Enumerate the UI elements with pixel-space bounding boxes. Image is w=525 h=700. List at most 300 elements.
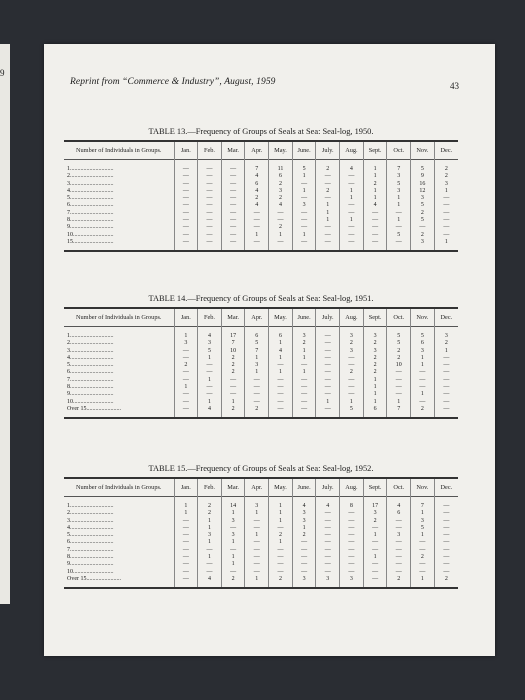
frequency-cell: 2	[221, 576, 245, 588]
frequency-cell: —	[434, 539, 458, 546]
frequency-cell: —	[292, 384, 316, 391]
frequency-cell: —	[198, 224, 222, 231]
frequency-cell: 4	[245, 173, 269, 180]
frequency-cell: —	[434, 391, 458, 398]
edge-page-number: 9	[0, 68, 5, 78]
table-row	[64, 173, 458, 180]
frequency-cell: —	[245, 525, 269, 532]
frequency-cell: 1	[411, 576, 435, 588]
table-row	[64, 181, 458, 188]
group-size-label: 1.............................	[67, 503, 114, 509]
table-row	[64, 210, 458, 217]
frequency-cell: —	[316, 195, 340, 202]
frequency-cell: —	[198, 569, 222, 576]
column-header-month: Mar.	[221, 478, 245, 497]
group-size-label: 6.............................	[67, 202, 114, 209]
frequency-cell: —	[340, 569, 364, 576]
header-row	[64, 478, 458, 497]
frequency-cell: 2	[434, 173, 458, 180]
frequency-cell: 1	[340, 188, 364, 195]
group-size-label: 5.............................	[67, 532, 114, 539]
frequency-cell: —	[363, 576, 387, 588]
frequency-cell: 3	[292, 202, 316, 209]
frequency-cell: 1	[174, 510, 198, 517]
frequency-cell: —	[269, 210, 293, 217]
frequency-cell: —	[174, 217, 198, 224]
frequency-cell: —	[434, 377, 458, 384]
frequency-cell: 1	[340, 217, 364, 224]
frequency-cell: —	[411, 399, 435, 406]
frequency-cell: 4	[292, 497, 316, 511]
frequency-cell: —	[434, 384, 458, 391]
column-header-month: Dec.	[434, 308, 458, 327]
frequency-cell: —	[316, 510, 340, 517]
frequency-cell: 1	[363, 377, 387, 384]
document-page	[44, 44, 495, 656]
frequency-cell: —	[174, 547, 198, 554]
frequency-cell: —	[434, 525, 458, 532]
frequency-cell: —	[387, 369, 411, 376]
frequency-cell: —	[434, 355, 458, 362]
frequency-cell: 5	[411, 202, 435, 209]
frequency-cell: —	[198, 195, 222, 202]
frequency-cell: 5	[387, 340, 411, 347]
table-14	[64, 294, 458, 419]
column-header-month: Nov.	[411, 141, 435, 160]
frequency-cell: —	[245, 518, 269, 525]
column-header-month: Oct.	[387, 141, 411, 160]
frequency-cell: —	[434, 224, 458, 231]
frequency-cell: —	[434, 569, 458, 576]
frequency-cell: 2	[411, 210, 435, 217]
frequency-cell: —	[269, 362, 293, 369]
frequency-cell: 2	[269, 224, 293, 231]
column-header-month: June.	[292, 141, 316, 160]
frequency-cell: —	[363, 525, 387, 532]
frequency-cell: —	[434, 547, 458, 554]
column-header-month: Apr.	[245, 478, 269, 497]
frequency-cell: —	[434, 510, 458, 517]
column-header-groups: Number of Individuals in Groups.	[75, 314, 162, 321]
frequency-cell: —	[411, 561, 435, 568]
frequency-cell: 1	[292, 348, 316, 355]
frequency-cell: —	[245, 384, 269, 391]
frequency-cell: —	[363, 547, 387, 554]
frequency-cell: —	[292, 195, 316, 202]
frequency-cell: 1	[174, 327, 198, 341]
frequency-cell: —	[198, 188, 222, 195]
table-row	[64, 362, 458, 369]
frequency-cell: —	[221, 181, 245, 188]
frequency-cell: —	[434, 369, 458, 376]
table-row	[64, 195, 458, 202]
frequency-cell: —	[174, 355, 198, 362]
frequency-cell: —	[292, 377, 316, 384]
frequency-cell: 1	[174, 497, 198, 511]
frequency-cell: 1	[269, 539, 293, 546]
frequency-cell: 1	[245, 369, 269, 376]
column-header-month: Jan.	[174, 308, 198, 327]
frequency-cell: 5	[387, 327, 411, 341]
frequency-cell: —	[174, 525, 198, 532]
frequency-cell: 1	[434, 239, 458, 251]
frequency-cell: —	[292, 217, 316, 224]
frequency-cell: 5	[411, 160, 435, 174]
frequency-cell: 1	[434, 188, 458, 195]
page-number: 43	[450, 81, 459, 91]
frequency-cell: 5	[292, 160, 316, 174]
frequency-cell: —	[340, 173, 364, 180]
frequency-cell: 2	[269, 576, 293, 588]
column-header-month: Mar.	[221, 141, 245, 160]
group-size-label: 10...........................	[67, 568, 114, 575]
table-row	[64, 224, 458, 231]
frequency-cell: —	[198, 362, 222, 369]
table-row	[64, 569, 458, 576]
column-header-month: Sept.	[363, 141, 387, 160]
frequency-cell: 1	[269, 518, 293, 525]
frequency-cell: —	[174, 561, 198, 568]
column-header-month: Aug.	[340, 478, 364, 497]
frequency-cell: —	[411, 224, 435, 231]
frequency-cell: —	[198, 232, 222, 239]
frequency-cell: 3	[411, 348, 435, 355]
frequency-cell: 1	[363, 384, 387, 391]
frequency-cell: 1	[411, 391, 435, 398]
frequency-cell: 3	[387, 173, 411, 180]
frequency-cell: 1	[269, 369, 293, 376]
column-header-month: Jan.	[174, 478, 198, 497]
frequency-cell: 3	[363, 348, 387, 355]
frequency-cell: —	[316, 327, 340, 341]
frequency-cell: 2	[340, 369, 364, 376]
frequency-cell: 1	[269, 355, 293, 362]
frequency-cell: —	[198, 384, 222, 391]
frequency-cell: 10	[221, 348, 245, 355]
frequency-cell: 4	[387, 497, 411, 511]
header-row	[64, 141, 458, 160]
frequency-cell: 1	[269, 497, 293, 511]
frequency-cell: —	[434, 518, 458, 525]
frequency-cell: —	[292, 239, 316, 251]
frequency-cell: 1	[221, 561, 245, 568]
frequency-cell: 1	[198, 399, 222, 406]
frequency-cell: —	[174, 369, 198, 376]
frequency-cell: 1	[269, 340, 293, 347]
frequency-cell: 6	[363, 406, 387, 418]
frequency-cell: —	[316, 348, 340, 355]
table-row	[64, 399, 458, 406]
frequency-cell: —	[363, 232, 387, 239]
group-size-label: 7.............................	[67, 376, 114, 383]
frequency-cell: —	[174, 399, 198, 406]
frequency-cell: 2	[292, 340, 316, 347]
group-size-label: 9.............................	[67, 391, 114, 398]
frequency-cell: 1	[387, 399, 411, 406]
frequency-cell: 3	[387, 532, 411, 539]
frequency-cell: 2	[411, 232, 435, 239]
frequency-cell: 3	[198, 340, 222, 347]
frequency-cell: 1	[363, 195, 387, 202]
group-size-label: 8.............................	[67, 384, 114, 391]
frequency-cell: 1	[245, 532, 269, 539]
frequency-cell: —	[340, 554, 364, 561]
frequency-cell: —	[174, 160, 198, 174]
frequency-cell: —	[269, 406, 293, 418]
frequency-cell: 2	[340, 340, 364, 347]
frequency-cell: —	[245, 210, 269, 217]
frequency-cell: —	[387, 547, 411, 554]
group-size-label: 1.............................	[67, 166, 114, 172]
column-header-month: Sept.	[363, 308, 387, 327]
frequency-cell: —	[174, 348, 198, 355]
frequency-cell: —	[340, 539, 364, 546]
frequency-cell: —	[221, 547, 245, 554]
frequency-cell: 1	[411, 532, 435, 539]
frequency-cell: 1	[245, 576, 269, 588]
frequency-cell: 2	[292, 532, 316, 539]
frequency-cell: —	[340, 510, 364, 517]
frequency-cell: 1	[411, 362, 435, 369]
frequency-cell: 16	[411, 181, 435, 188]
frequency-cell: 1	[198, 539, 222, 546]
frequency-cell: —	[221, 232, 245, 239]
frequency-cell: 6	[269, 327, 293, 341]
table-row	[64, 202, 458, 209]
table-row	[64, 554, 458, 561]
frequency-cell: 8	[340, 497, 364, 511]
frequency-cell: —	[363, 239, 387, 251]
frequency-cell: 1	[363, 532, 387, 539]
frequency-cell: 1	[174, 384, 198, 391]
frequency-cell: —	[292, 539, 316, 546]
frequency-cell: 3	[316, 576, 340, 588]
header-row	[64, 308, 458, 327]
frequency-table	[64, 307, 458, 419]
column-header-month: Aug.	[340, 308, 364, 327]
group-size-label: 2.............................	[67, 173, 114, 180]
frequency-cell: —	[198, 561, 222, 568]
frequency-cell: —	[174, 188, 198, 195]
frequency-cell: —	[198, 239, 222, 251]
frequency-cell: 5	[387, 232, 411, 239]
group-size-label: 7.............................	[67, 546, 114, 553]
frequency-cell: —	[269, 239, 293, 251]
frequency-table	[64, 140, 458, 252]
frequency-cell: —	[316, 362, 340, 369]
frequency-cell: 2	[363, 355, 387, 362]
frequency-cell: —	[387, 569, 411, 576]
column-header-month: Feb.	[198, 141, 222, 160]
frequency-cell: —	[292, 362, 316, 369]
frequency-cell: 3	[292, 518, 316, 525]
frequency-cell: —	[221, 202, 245, 209]
frequency-cell: 3	[269, 188, 293, 195]
frequency-cell: 3	[363, 327, 387, 341]
frequency-cell: —	[221, 160, 245, 174]
frequency-cell: 3	[411, 195, 435, 202]
column-header-month: Aug.	[340, 141, 364, 160]
frequency-cell: —	[316, 377, 340, 384]
table-row	[64, 369, 458, 376]
frequency-cell: 2	[221, 355, 245, 362]
frequency-cell: 6	[387, 510, 411, 517]
column-header-month: June.	[292, 478, 316, 497]
frequency-cell: 2	[387, 576, 411, 588]
frequency-cell: —	[316, 181, 340, 188]
group-size-label: Over 15.......................	[64, 406, 174, 418]
frequency-cell: 1	[316, 217, 340, 224]
table-row	[64, 406, 458, 418]
group-size-label: 10...........................	[67, 231, 114, 238]
frequency-cell: 5	[198, 348, 222, 355]
frequency-cell: 3	[174, 340, 198, 347]
frequency-cell: 1	[387, 202, 411, 209]
frequency-cell: 2	[198, 497, 222, 511]
frequency-cell: —	[198, 547, 222, 554]
frequency-cell: 6	[245, 327, 269, 341]
frequency-cell: 4	[198, 576, 222, 588]
frequency-cell: 3	[434, 327, 458, 341]
frequency-cell: 17	[221, 327, 245, 341]
frequency-cell: —	[292, 569, 316, 576]
frequency-cell: —	[174, 173, 198, 180]
frequency-cell: 1	[316, 210, 340, 217]
frequency-cell: —	[411, 539, 435, 546]
frequency-cell: 1	[363, 399, 387, 406]
frequency-cell: 2	[387, 348, 411, 355]
frequency-cell: 2	[411, 554, 435, 561]
frequency-cell: —	[387, 525, 411, 532]
frequency-cell: 3	[411, 239, 435, 251]
frequency-cell: 7	[245, 348, 269, 355]
frequency-cell: —	[363, 217, 387, 224]
group-size-label: 6.............................	[67, 539, 114, 546]
frequency-cell: —	[269, 217, 293, 224]
frequency-cell: 3	[221, 532, 245, 539]
table-row	[64, 518, 458, 525]
frequency-cell: —	[411, 547, 435, 554]
frequency-cell: 1	[292, 173, 316, 180]
frequency-cell: —	[387, 554, 411, 561]
frequency-cell: —	[174, 391, 198, 398]
frequency-cell: —	[316, 224, 340, 231]
frequency-cell: —	[387, 561, 411, 568]
table-row	[64, 391, 458, 398]
frequency-cell: —	[269, 399, 293, 406]
frequency-cell: —	[269, 525, 293, 532]
frequency-cell: 2	[434, 340, 458, 347]
table-row	[64, 217, 458, 224]
frequency-cell: —	[387, 391, 411, 398]
frequency-cell: —	[411, 377, 435, 384]
frequency-cell: —	[340, 202, 364, 209]
column-header-month: Feb.	[198, 308, 222, 327]
frequency-cell: 1	[292, 188, 316, 195]
column-header-groups: Number of Individuals in Groups.	[75, 484, 162, 491]
frequency-cell: —	[174, 202, 198, 209]
frequency-cell: 1	[198, 355, 222, 362]
frequency-cell: 1	[411, 355, 435, 362]
frequency-cell: 2	[221, 369, 245, 376]
frequency-cell: 1	[198, 377, 222, 384]
frequency-cell: —	[340, 224, 364, 231]
table-row	[64, 547, 458, 554]
frequency-cell: 2	[316, 188, 340, 195]
frequency-cell: —	[198, 173, 222, 180]
frequency-cell: —	[221, 391, 245, 398]
frequency-cell: 1	[221, 554, 245, 561]
frequency-cell: —	[174, 569, 198, 576]
frequency-cell: —	[198, 391, 222, 398]
frequency-cell: 2	[245, 406, 269, 418]
frequency-cell: —	[434, 202, 458, 209]
frequency-cell: 5	[387, 181, 411, 188]
frequency-cell: 1	[340, 399, 364, 406]
frequency-cell: 6	[269, 173, 293, 180]
frequency-cell: 2	[221, 406, 245, 418]
frequency-cell: —	[221, 525, 245, 532]
frequency-cell: —	[387, 239, 411, 251]
frequency-cell: —	[174, 539, 198, 546]
frequency-cell: —	[292, 399, 316, 406]
frequency-cell: 4	[198, 406, 222, 418]
frequency-cell: —	[221, 173, 245, 180]
group-size-label: 1.............................	[67, 333, 114, 339]
table-row	[64, 188, 458, 195]
frequency-cell: —	[434, 210, 458, 217]
group-size-label: 9.............................	[67, 561, 114, 568]
frequency-cell: —	[340, 377, 364, 384]
frequency-cell: —	[245, 377, 269, 384]
column-header-month: July.	[316, 141, 340, 160]
frequency-cell: —	[434, 497, 458, 511]
frequency-cell: —	[387, 518, 411, 525]
column-header-month: May.	[269, 308, 293, 327]
frequency-cell: 1	[363, 554, 387, 561]
frequency-cell: —	[292, 210, 316, 217]
frequency-cell: —	[316, 406, 340, 418]
frequency-cell: 4	[245, 202, 269, 209]
column-header-month: Oct.	[387, 478, 411, 497]
frequency-cell: —	[340, 384, 364, 391]
frequency-cell: —	[245, 239, 269, 251]
frequency-cell: —	[174, 532, 198, 539]
frequency-cell: 1	[292, 355, 316, 362]
column-header-month: Nov.	[411, 478, 435, 497]
frequency-cell: —	[316, 554, 340, 561]
frequency-cell: 1	[316, 202, 340, 209]
group-size-label: 3.............................	[67, 347, 114, 354]
frequency-cell: 10	[387, 362, 411, 369]
column-header-month: Nov.	[411, 308, 435, 327]
column-header-month: Apr.	[245, 141, 269, 160]
frequency-cell: —	[174, 554, 198, 561]
frequency-cell: —	[340, 181, 364, 188]
frequency-cell: —	[245, 217, 269, 224]
frequency-cell: —	[221, 569, 245, 576]
frequency-cell: 3	[245, 362, 269, 369]
frequency-cell: 3	[434, 181, 458, 188]
frequency-cell: —	[174, 406, 198, 418]
frequency-cell: —	[221, 384, 245, 391]
frequency-cell: 1	[363, 160, 387, 174]
frequency-cell: 5	[411, 217, 435, 224]
group-size-label: 8.............................	[67, 554, 114, 561]
frequency-cell: —	[245, 561, 269, 568]
frequency-cell: 4	[269, 348, 293, 355]
frequency-cell: —	[269, 554, 293, 561]
